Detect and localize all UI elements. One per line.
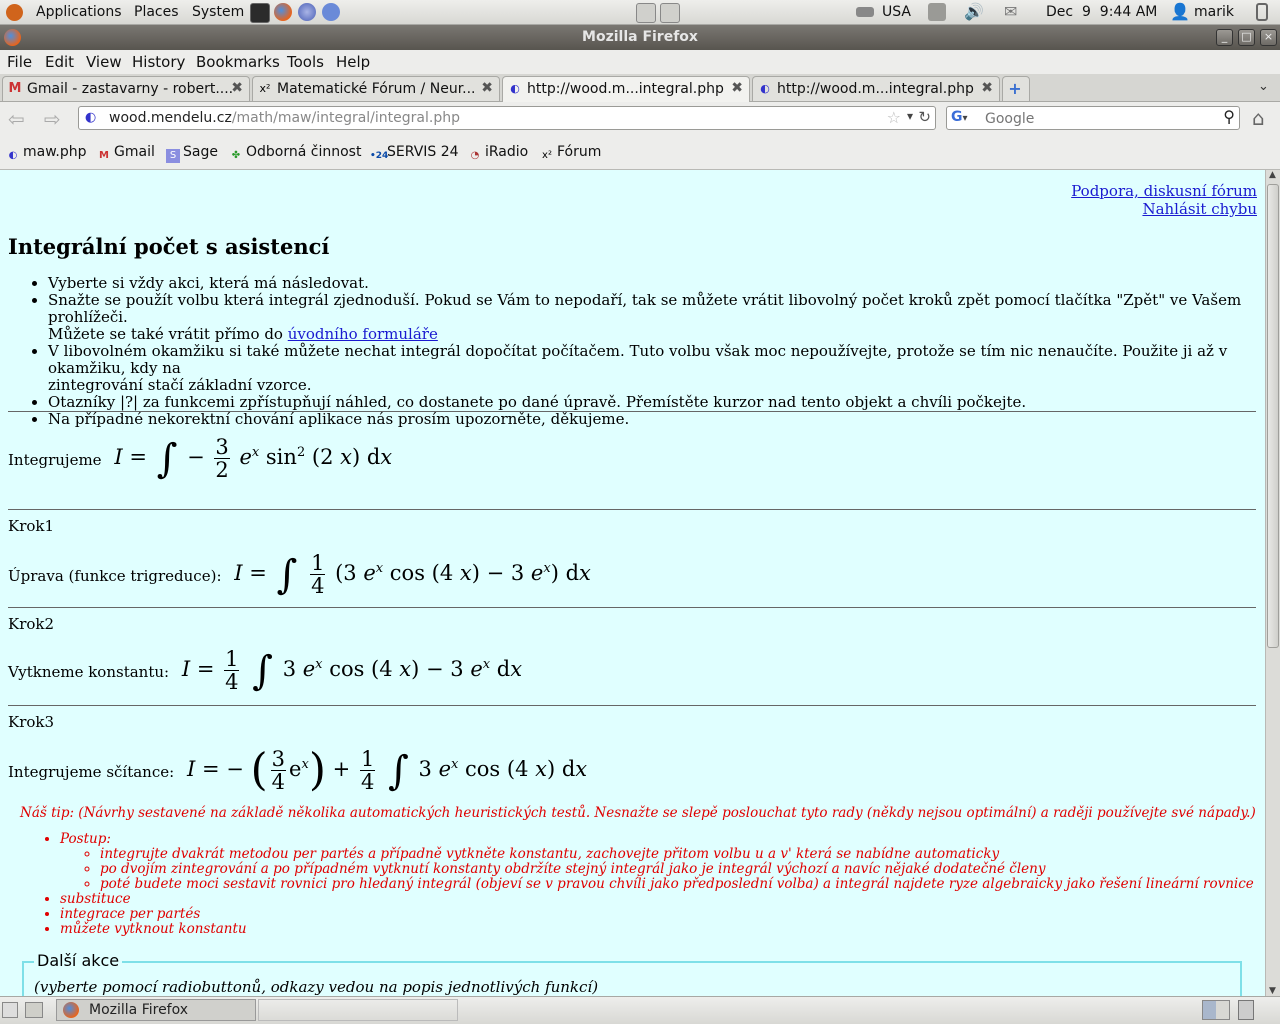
step-2-row: [8, 634, 522, 696]
further-actions-note: (vyberte pomocí radiobuttonů, odkazy vedou na popis jednotlivých funkcí): [34, 978, 599, 996]
url-text[interactable]: wood.mendelu.cz/math/maw/integral/integral.php: [109, 110, 460, 126]
keyboard-layout[interactable]: USA: [882, 4, 911, 20]
places-menu[interactable]: Places: [134, 4, 179, 20]
bookmark-servis24[interactable]: [370, 144, 459, 163]
tab-list-chevron-icon[interactable]: ⌄: [1258, 79, 1269, 94]
list-item: • V libovolném okamžiku si také můžete nechat integrál dopočítat počítačem. Tuto volbu však moc nepoužívejte, protože se tím nic nenaučíte. Použite ji až v okamžiku, kdy na zintegrování stačí základní vzorce.: [48, 343, 1265, 394]
bookmark-label: maw.php: [23, 144, 87, 160]
menu-bookmarks[interactable]: Bookmarks: [196, 53, 280, 71]
divider: [8, 509, 1256, 510]
tip-heading: Náš tip: (Návrhy sestavené na základě několika automatických heuristických testů. Nesnažte se slepě poslouchat tyto rady (někdy nejsou optimální) a raději používejte své nápady.): [20, 805, 1256, 821]
step-3-label: Integrujeme sčítance:: [8, 763, 175, 781]
bookmark-label: Gmail: [114, 144, 155, 160]
maximize-button[interactable]: □: [1238, 29, 1255, 46]
tip-subitem: ◦ po dvojím zintegrování a po případném vytknutí konstanty obdržíte stejný integrál jako je integrál výchozí a navíc nějaké dodatečné členy: [100, 862, 1254, 877]
bottom-taskbar: [0, 996, 1280, 1024]
further-actions-legend: Další akce: [34, 951, 122, 970]
home-form-link[interactable]: úvodního formuláře: [287, 325, 438, 343]
tip-item: • integrace per partés: [60, 907, 1254, 922]
tab-label: Matematické Fórum / Neur...: [277, 81, 476, 97]
report-bug-link[interactable]: Nahlásit chybu: [1142, 200, 1257, 218]
vertical-scrollbar[interactable]: [1265, 170, 1280, 996]
clock[interactable]: Dec 9 9:44 AM: [1046, 4, 1158, 20]
divider: [8, 607, 1256, 608]
menu-view[interactable]: View: [86, 53, 122, 71]
tip-list: [45, 832, 1254, 937]
search-input[interactable]: [983, 109, 1217, 129]
mendelu-icon: ◐: [510, 82, 520, 95]
plus-icon: +: [1008, 79, 1022, 98]
applications-menu[interactable]: Applications: [36, 4, 122, 20]
tab-integral-active[interactable]: [502, 76, 750, 102]
keyboard-icon[interactable]: [856, 7, 874, 17]
bookmark-maw[interactable]: [6, 144, 86, 163]
ubuntu-logo-icon[interactable]: [6, 4, 23, 21]
search-bar[interactable]: [946, 106, 1240, 130]
window-titlebar[interactable]: [0, 25, 1280, 50]
bookmark-label: SERVIS 24: [387, 144, 459, 160]
x2-icon: x²: [542, 150, 552, 161]
bookmark-gmail[interactable]: [97, 144, 155, 163]
thunderbird-icon[interactable]: [298, 3, 316, 21]
taskbar-window-label: Mozilla Firefox: [89, 1002, 189, 1018]
further-actions-fieldset: [22, 951, 1242, 996]
top-panel: [0, 0, 1280, 25]
close-tab-icon[interactable]: ✖: [981, 80, 993, 96]
tab-label: Gmail - zastavarny - robert....: [27, 81, 234, 97]
firefox-icon: [63, 1002, 79, 1018]
close-tab-icon[interactable]: ✖: [231, 80, 243, 96]
terminal-icon[interactable]: [250, 3, 270, 23]
list-item: • Otazníky |?| za funkcemi zpřístupňují náhled, co dostanete po dané úpravě. Přemístěte kurzor nad tento objekt a chvíli počkejte.: [48, 394, 1265, 411]
step-2-formula: I = $\frac{1}{4}$ ∫ 3 $e^x$ cos (4 x) − 3 $e^x$ dx: [181, 647, 523, 694]
file-manager-icon[interactable]: [25, 1002, 43, 1018]
scroll-thumb[interactable]: [1267, 184, 1279, 648]
system-menu[interactable]: System: [192, 4, 245, 20]
list-item: • Vyberte si vždy akci, která má následovat.: [48, 275, 1265, 292]
integrate-label: Integrujeme: [8, 451, 102, 469]
launcher-icon[interactable]: [322, 3, 340, 21]
bookmark-label: Sage: [183, 144, 218, 160]
instruction-list: [28, 275, 1265, 428]
bookmark-star-icon[interactable]: ☆: [886, 108, 901, 127]
step-1-title: Krok1: [8, 517, 55, 535]
step-1-row: [8, 538, 591, 600]
tab-gmail[interactable]: [2, 76, 250, 101]
mendelu-icon: ◐: [760, 82, 770, 95]
integral-formula: I = ∫ − $\frac{3}{2}$ $e^x$ $\sin^2 (2$ x) dx: [114, 435, 393, 482]
sage-icon: S: [166, 149, 180, 163]
tip-item: • Postup: ◦ integrujte dvakrát metodou per partés a případně vytkněte konstantu, zachovejte přitom volbu u a v' která se nabídne automaticky ◦ po dvojím zintegrování a po případném vytknutí konstanty obdržíte stejný integrál jako je integrál výchozí a navíc nějaké dodatečné členy ◦ poté budete moci sestavit rovnici pro hledaný integrál (objeví se v pravou chvíli jako předposlední volba) a integrál najdete ryze algebraicky jako řešení lineární rovnice: [60, 832, 1254, 892]
tip-subitem: ◦ integrujte dvakrát metodou per partés a případně vytkněte konstantu, zachovejte přitom volbu u a v' která se nabídne automaticky: [100, 847, 1254, 862]
menu-help[interactable]: Help: [336, 53, 371, 71]
step-2-label: Vytkneme konstantu:: [8, 663, 170, 681]
step-1-formula: I = ∫ $\frac{1}{4}$ (3 $e^x$ cos (4 x) − 3 $e^x$) dx: [234, 551, 591, 598]
step-2-title: Krok2: [8, 615, 55, 633]
mendelu-icon: ◐: [8, 150, 18, 161]
tab-forum[interactable]: [252, 76, 500, 101]
servis24-icon: •24: [370, 151, 389, 161]
step-3-title: Krok3: [8, 713, 55, 731]
user-icon: 👤: [1170, 2, 1190, 21]
gmail-icon: M: [8, 81, 22, 96]
tab-label: http://wood.m...integral.php: [777, 81, 974, 97]
menu-edit[interactable]: Edit: [45, 53, 75, 71]
bookmark-label: iRadio: [485, 144, 529, 160]
menu-history[interactable]: History: [132, 53, 186, 71]
show-desktop-icon[interactable]: [2, 1002, 18, 1018]
step-3-row: [8, 734, 587, 796]
reload-icon[interactable]: ↻: [918, 108, 931, 126]
bookmark-odborna[interactable]: [229, 144, 361, 163]
trash-icon[interactable]: [1238, 1000, 1254, 1020]
menu-file[interactable]: File: [7, 53, 33, 71]
workspace-switcher[interactable]: [1202, 1000, 1230, 1020]
url-bar[interactable]: [78, 106, 936, 130]
minimize-button[interactable]: _: [1216, 29, 1233, 46]
clover-icon: ✤: [231, 150, 241, 161]
bookmark-iradio[interactable]: [468, 144, 528, 163]
gmail-icon: M: [99, 150, 109, 161]
forum-link[interactable]: Podpora, diskusní fórum: [1071, 182, 1257, 200]
firefox-icon[interactable]: [274, 3, 292, 21]
back-arrow-icon[interactable]: ⇦: [8, 107, 25, 131]
bookmark-label: Odborná činnost: [246, 144, 362, 160]
bookmarks-toolbar: [0, 136, 1280, 170]
mail-icon[interactable]: ✉: [1004, 2, 1018, 21]
url-history-chevron-icon[interactable]: ▾: [906, 109, 913, 123]
google-engine-icon[interactable]: G▾: [951, 109, 968, 125]
menubar: [0, 50, 1280, 74]
window-title: Mozilla Firefox: [582, 29, 698, 45]
close-tab-icon[interactable]: ✖: [731, 80, 743, 96]
tab-label: http://wood.m...integral.php: [527, 81, 724, 97]
close-tab-icon[interactable]: ✖: [481, 80, 493, 96]
tip-item: • substituce: [60, 892, 1254, 907]
step-1-label: Úprava (funkce trigreduce):: [8, 567, 222, 585]
site-identity-icon[interactable]: ◐: [85, 110, 97, 125]
scroll-up-icon[interactable]: ▲: [1269, 170, 1276, 180]
list-item: • Snažte se použít volbu která integrál zjednoduší. Pokud se Vám to nepodaří, tak se můžete vrátit libovolný počet kroků zpět pomocí tlačítka "Zpět" ve Vašem prohlížeči. Můžete se také vrátit přímo do úvodního formuláře: [48, 292, 1265, 343]
bookmark-label: Fórum: [557, 144, 602, 160]
divider: [8, 705, 1256, 706]
network-icon[interactable]: [928, 3, 946, 21]
taskbar-firefox-button[interactable]: [56, 999, 256, 1021]
step-3-formula: I = − ( $\frac{3}{4}$ $e^x$) + $\frac{1}{4}$ ∫ 3 $e^x$ cos (4 x) dx: [186, 744, 588, 796]
tab-integral-2[interactable]: [752, 76, 1000, 101]
page-title: Integrální počet s asistencí: [8, 234, 330, 259]
iradio-icon: ◔: [470, 150, 480, 161]
integral-row: [8, 422, 392, 484]
taskbar-empty-button[interactable]: [258, 999, 458, 1021]
list-item: • Na případné nekorektní chování aplikace nás prosím upozorněte, děkujeme.: [48, 411, 1265, 428]
workspace-1-icon[interactable]: [636, 3, 656, 23]
search-icon[interactable]: ⚲: [1223, 107, 1235, 126]
tip-item: • můžete vytknout konstantu: [60, 922, 1254, 937]
forward-arrow-icon[interactable]: ⇨: [44, 107, 61, 131]
navigation-bar: [0, 102, 1280, 136]
menu-tools[interactable]: Tools: [287, 53, 324, 71]
close-button[interactable]: ×: [1260, 29, 1277, 46]
tab-strip: [0, 74, 1280, 102]
workspace-2-icon[interactable]: [660, 3, 680, 23]
divider: [8, 411, 1256, 412]
user-name[interactable]: marik: [1194, 4, 1234, 20]
power-icon[interactable]: [1256, 3, 1268, 21]
x2-icon: x²: [259, 82, 271, 95]
tip-subitem: ◦ poté budete moci sestavit rovnici pro hledaný integrál (objeví se v pravou chvíli jako předposlední volba) a integrál najdete ryze algebraicky jako řešení lineární rovnice: [100, 877, 1254, 892]
bookmark-forum[interactable]: [540, 144, 601, 163]
new-tab-button[interactable]: [1002, 76, 1030, 101]
page-content: [0, 170, 1265, 996]
home-icon[interactable]: ⌂: [1252, 106, 1265, 130]
volume-icon[interactable]: 🔊: [964, 2, 984, 21]
scroll-down-icon[interactable]: ▼: [1269, 986, 1276, 996]
bookmark-sage[interactable]: [166, 144, 218, 163]
